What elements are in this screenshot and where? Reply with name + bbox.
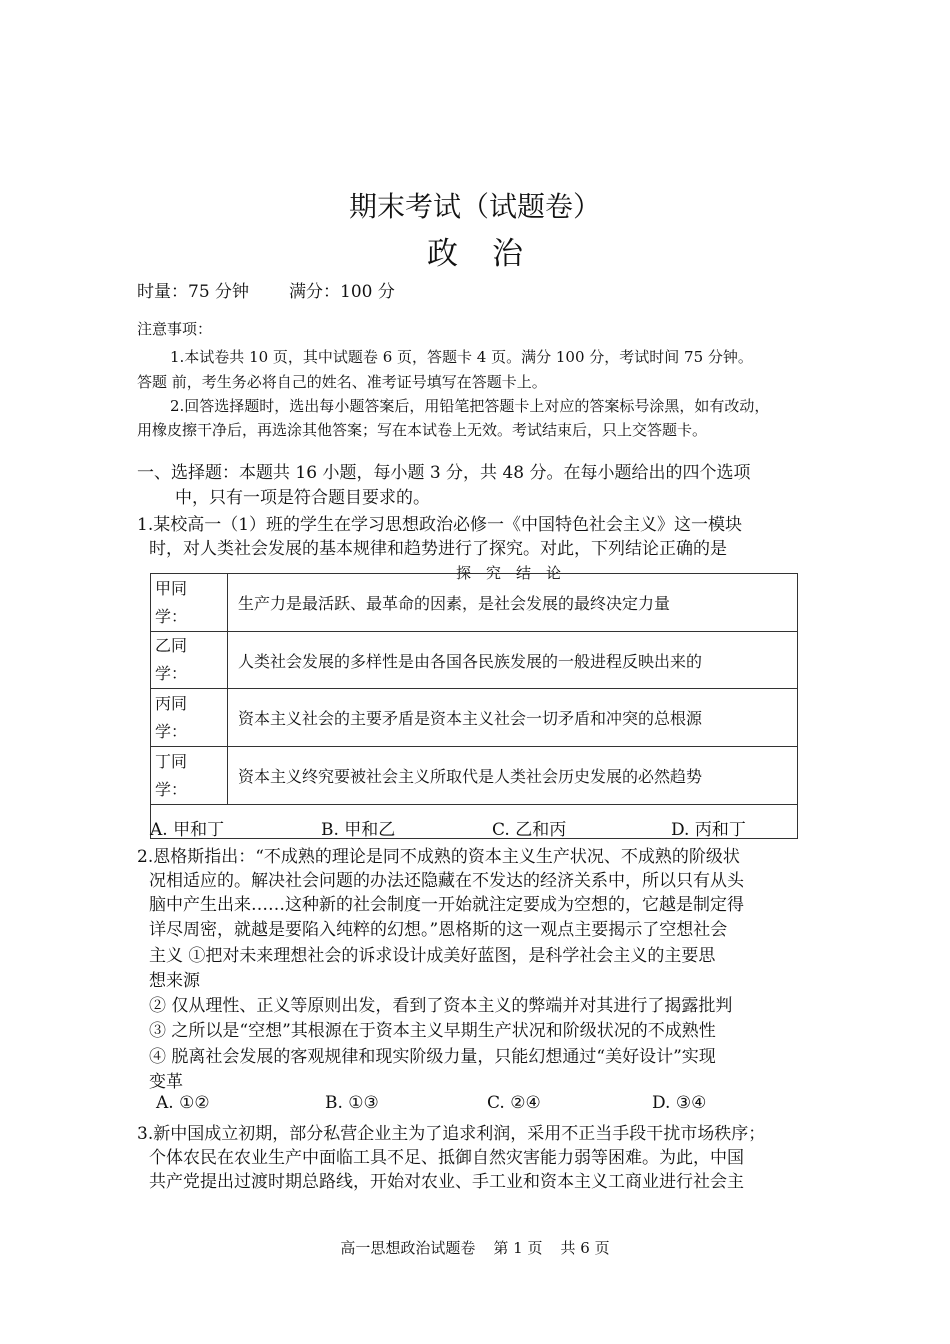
q2-line-4: 详尽周密，就越是要陷入纯粹的幻想。”恩格斯的这一观点主要揭示了空想社会 (149, 920, 728, 940)
q2-item-4: ④ 脱离社会发展的客观规律和现实阶级力量，只能幻想通过“美好设计”实现 (149, 1047, 716, 1067)
note-1-line-2: 答题 前，考生务必将自己的姓名、准考证号填写在答题卡上。 (137, 373, 547, 391)
note-2-line-1: 2.回答选择题时，选出每小题答案后，用铅笔把答题卡上对应的答案标号涂黑，如有改动， (170, 397, 770, 415)
q2-option-d[interactable]: D. ③④ (652, 1093, 707, 1113)
student-cell: 乙同 学： (151, 632, 228, 689)
q1-option-b[interactable]: B. 甲和乙 (321, 820, 396, 840)
q3-line-1: 3.新中国成立初期，部分私营企业主为了追求利润，采用不正当手段干扰市场秩序； (137, 1124, 766, 1144)
footer-paper-name: 高一思想政治试题卷 (340, 1239, 476, 1257)
q2-line-5: 主义 ①把对未来理想社会的诉求设计成美好蓝图，是科学社会主义的主要思 (149, 946, 716, 966)
student-cell: 丁同 学： (151, 747, 228, 805)
student-cell: 甲同 学： (151, 574, 228, 632)
q2-line-3: 脑中产生出来……这种新的社会制度一开始就注定要成为空想的，它越是制定得 (149, 895, 744, 915)
full-score: 满分：100 分 (289, 282, 395, 302)
conclusion-cell: 资本主义终究要被社会主义所取代是人类社会历史发展的必然趋势 (228, 747, 798, 805)
section-1-line-1: 一、选择题：本题共 16 小题，每小题 3 分，共 48 分。在每小题给出的四个选项 (137, 463, 751, 483)
table-row (151, 574, 798, 632)
footer-total-pages: 共 6 页 (560, 1239, 610, 1257)
q2-item-2: ② 仅从理性、正义等原则出发，看到了资本主义的弊端并对其进行了揭露批判 (149, 996, 733, 1016)
footer-page-number: 第 1 页 (493, 1239, 543, 1257)
subject-title: 政治 (427, 236, 557, 272)
q1-table-header: 探 究 结 论 (456, 564, 562, 582)
conclusion-cell: 人类社会发展的多样性是由各国各民族发展的一般进程反映出来的 (228, 632, 798, 689)
q1-option-c[interactable]: C. 乙和丙 (492, 820, 567, 840)
q3-line-3: 共产党提出过渡时期总路线，开始对农业、手工业和资本主义工商业进行社会主 (149, 1172, 744, 1192)
conclusion-cell: 生产力是最活跃、最革命的因素，是社会发展的最终决定力量 (228, 574, 798, 632)
table-row (151, 747, 798, 805)
q2-option-c[interactable]: C. ②④ (487, 1093, 541, 1113)
section-1-line-2: 中，只有一项是符合题目要求的。 (175, 488, 430, 508)
q2-line-1: 2.恩格斯指出：“不成熟的理论是同不成熟的资本主义生产状况、不成熟的阶级状 (137, 847, 740, 867)
note-1-line-1: 1.本试卷共 10 页，其中试题卷 6 页，答题卡 4 页。满分 100 分，考试时间 75 分钟。 (170, 348, 753, 366)
q3-line-2: 个体农民在农业生产中面临工具不足、抵御自然灾害能力弱等困难。为此，中国 (149, 1148, 744, 1168)
conclusion-cell: 资本主义社会的主要矛盾是资本主义社会一切矛盾和冲突的总根源 (228, 689, 798, 747)
exam-title: 期末考试（试题卷） (348, 190, 601, 223)
q1-stem-line-1: 1.某校高一（1）班的学生在学习思想政治必修一《中国特色社会主义》这一模块 (137, 515, 743, 535)
q1-probe-table (150, 573, 798, 839)
q1-option-d[interactable]: D. 丙和丁 (671, 820, 746, 840)
student-cell: 丙同 学： (151, 689, 228, 747)
q2-option-b[interactable]: B. ①③ (325, 1093, 379, 1113)
note-2-line-2: 用橡皮擦干净后，再选涂其他答案；写在本试卷上无效。考试结束后，只上交答题卡。 (137, 421, 708, 439)
table-row (151, 632, 798, 689)
notes-heading: 注意事项： (137, 320, 213, 338)
exam-info (137, 277, 395, 302)
q2-line-6: 想来源 (149, 971, 200, 991)
q2-item-3: ③ 之所以是“空想”其根源在于资本主义早期生产状况和阶级状况的不成熟性 (149, 1021, 716, 1041)
table-row (151, 689, 798, 747)
q1-option-a[interactable]: A. 甲和丁 (150, 820, 225, 840)
page-footer (0, 1237, 950, 1258)
q2-option-a[interactable]: A. ①② (156, 1093, 210, 1113)
q2-line-2: 况相适应的。解决社会问题的办法还隐藏在不发达的经济关系中，所以只有从头 (149, 871, 744, 891)
q1-stem-line-2: 时，对人类社会发展的基本规律和趋势进行了探究。对此，下列结论正确的是 (149, 539, 727, 559)
q2-item-4-cont: 变革 (149, 1072, 183, 1092)
time-limit: 时量：75 分钟 (137, 282, 250, 302)
